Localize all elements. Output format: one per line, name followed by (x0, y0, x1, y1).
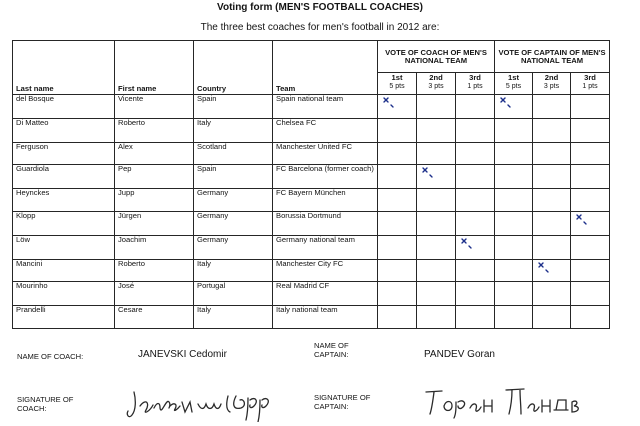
captain-vote-cell[interactable] (533, 95, 571, 119)
country-cell: Portugal (194, 282, 273, 306)
captain-vote-cell[interactable] (533, 142, 571, 165)
coach-vote-cell[interactable] (417, 306, 456, 329)
rank-label: 3rd (584, 73, 596, 82)
captain-vote-cell[interactable] (495, 211, 533, 235)
first-name-cell: Joachim (115, 235, 194, 259)
country-header: Country (194, 41, 273, 95)
table-row (13, 142, 610, 165)
coach-vote-cell[interactable] (378, 306, 417, 329)
coach-vote-cell[interactable] (456, 118, 495, 142)
country-cell: Spain (194, 95, 273, 119)
captain-vote-cell[interactable] (495, 235, 533, 259)
team-cell: FC Barcelona (former coach) (273, 165, 378, 189)
team-header: Team (273, 41, 378, 95)
captain-rank-3rd-header (571, 73, 610, 95)
coach-vote-cell[interactable] (456, 306, 495, 329)
last-name-cell: Ferguson (13, 142, 115, 165)
coach-name: JANEVSKI Cedomir (138, 349, 227, 360)
first-name-cell: Jupp (115, 189, 194, 212)
first-name-header: First name (115, 41, 194, 95)
coach-signature (124, 384, 306, 422)
captain-vote-cell[interactable] (495, 189, 533, 212)
table-row (13, 165, 610, 189)
last-name-cell: Klopp (13, 211, 115, 235)
country-cell: Italy (194, 259, 273, 282)
last-name-cell: Guardiola (13, 165, 115, 189)
coach-vote-cell[interactable] (378, 118, 417, 142)
rank-points: 5 pts (389, 82, 405, 90)
rank-points: 3 pts (428, 82, 444, 90)
coach-vote-cell[interactable] (417, 189, 456, 212)
coach-vote-cell[interactable] (456, 259, 495, 282)
last-name-header: Last name (13, 41, 115, 95)
vote-mark-icon (460, 237, 474, 251)
captain-vote-cell[interactable] (533, 189, 571, 212)
coach-vote-cell[interactable] (417, 95, 456, 119)
table-row (13, 235, 610, 259)
vote-mark-icon (575, 213, 589, 227)
last-name-cell: Prandelli (13, 306, 115, 329)
coach-vote-cell[interactable] (417, 235, 456, 259)
coach-vote-cell[interactable] (417, 259, 456, 282)
coach-vote-cell[interactable] (456, 165, 495, 189)
coach-vote-cell[interactable] (417, 282, 456, 306)
coach-vote-cell[interactable] (456, 282, 495, 306)
last-name-cell: del Bosque (13, 95, 115, 119)
captain-vote-cell[interactable] (571, 95, 610, 119)
coach-signature-label: SIGNATURE OF COACH: (17, 395, 74, 413)
captain-vote-cell[interactable] (533, 211, 571, 235)
coach-vote-cell[interactable] (456, 95, 495, 119)
vote-mark-icon (537, 261, 551, 275)
coach-vote-cell[interactable] (378, 211, 417, 235)
captain-name-label: NAME OF CAPTAIN: (314, 341, 349, 359)
coach-vote-cell[interactable] (378, 142, 417, 165)
country-cell: Germany (194, 189, 273, 212)
captain-vote-cell[interactable] (495, 118, 533, 142)
captain-vote-cell[interactable] (571, 282, 610, 306)
team-cell: Spain national team (273, 95, 378, 119)
coach-vote-cell[interactable] (378, 165, 417, 189)
coach-rank-1st-header (378, 73, 417, 95)
first-name-cell: Vicente (115, 95, 194, 119)
captain-vote-cell[interactable] (533, 282, 571, 306)
first-name-cell: Roberto (115, 259, 194, 282)
rank-label: 3rd (469, 73, 481, 82)
vote-mark-icon (382, 96, 396, 110)
captain-vote-cell[interactable] (495, 165, 533, 189)
captain-rank-2nd-header (533, 73, 571, 95)
coach-rank-2nd-header (417, 73, 456, 95)
first-name-cell: Roberto (115, 118, 194, 142)
rank-label: 2nd (429, 73, 443, 82)
captain-vote-cell[interactable] (495, 142, 533, 165)
coach-vote-cell[interactable] (456, 235, 495, 259)
first-name-cell: José (115, 282, 194, 306)
captain-vote-cell[interactable] (495, 282, 533, 306)
coach-name-label: NAME OF COACH: (17, 352, 84, 361)
captain-vote-cell[interactable] (571, 259, 610, 282)
coach-vote-cell[interactable] (378, 95, 417, 119)
coach-vote-header: VOTE OF COACH OF MEN'S NATIONAL TEAM (378, 41, 495, 73)
coach-vote-cell[interactable] (456, 189, 495, 212)
rank-points: 5 pts (505, 82, 522, 90)
captain-vote-cell[interactable] (495, 259, 533, 282)
first-name-cell: Alex (115, 142, 194, 165)
country-cell: Italy (194, 306, 273, 329)
captain-vote-cell[interactable] (571, 142, 610, 165)
team-cell: Chelsea FC (273, 118, 378, 142)
captain-vote-cell[interactable] (571, 165, 610, 189)
captain-vote-cell[interactable] (571, 189, 610, 212)
coach-vote-cell[interactable] (378, 259, 417, 282)
country-cell: Germany (194, 211, 273, 235)
last-name-cell: Di Matteo (13, 118, 115, 142)
table-row (13, 282, 610, 306)
last-name-cell: Löw (13, 235, 115, 259)
captain-vote-cell[interactable] (533, 306, 571, 329)
rank-label: 1st (508, 73, 519, 82)
country-cell: Italy (194, 118, 273, 142)
coach-vote-cell[interactable] (417, 165, 456, 189)
table-row (13, 259, 610, 282)
table-row (13, 306, 610, 329)
captain-name: PANDEV Goran (424, 349, 495, 360)
captain-vote-cell[interactable] (495, 306, 533, 329)
first-name-cell: Pep (115, 165, 194, 189)
captain-vote-cell[interactable] (533, 259, 571, 282)
captain-signature (420, 384, 580, 420)
coach-vote-cell[interactable] (378, 235, 417, 259)
coach-vote-cell[interactable] (378, 282, 417, 306)
vote-mark-icon (421, 166, 435, 180)
coach-vote-cell[interactable] (417, 118, 456, 142)
captain-vote-cell[interactable] (571, 306, 610, 329)
vote-mark-icon (499, 96, 513, 110)
last-name-cell: Heynckes (13, 189, 115, 212)
captain-vote-cell[interactable] (533, 165, 571, 189)
first-name-cell: Jürgen (115, 211, 194, 235)
first-name-cell: Cesare (115, 306, 194, 329)
captain-vote-cell[interactable] (533, 118, 571, 142)
coach-vote-cell[interactable] (417, 142, 456, 165)
table-row (13, 211, 610, 235)
last-name-cell: Mourinho (13, 282, 115, 306)
rank-points: 1 pts (467, 82, 483, 90)
country-cell: Scotland (194, 142, 273, 165)
captain-vote-cell[interactable] (571, 211, 610, 235)
form-subtitle: The three best coaches for men's football in 2012 are: (200, 22, 440, 33)
coach-vote-cell[interactable] (417, 211, 456, 235)
rank-points: 1 pts (582, 82, 598, 90)
captain-signature-label: SIGNATURE OF CAPTAIN: (314, 393, 371, 411)
country-cell: Spain (194, 165, 273, 189)
coach-vote-cell[interactable] (456, 211, 495, 235)
coach-rank-3rd-header (456, 73, 495, 95)
voting-table (12, 40, 610, 329)
team-cell: Real Madrid CF (273, 282, 378, 306)
captain-vote-cell[interactable] (571, 118, 610, 142)
team-cell: Germany national team (273, 235, 378, 259)
team-cell: Manchester United FC (273, 142, 378, 165)
coach-vote-cell[interactable] (378, 189, 417, 212)
country-cell: Germany (194, 235, 273, 259)
rank-label: 2nd (544, 73, 559, 82)
captain-vote-header: VOTE OF CAPTAIN OF MEN'S NATIONAL TEAM (495, 41, 610, 73)
team-cell: Borussia Dortmund (273, 211, 378, 235)
captain-vote-cell[interactable] (533, 235, 571, 259)
team-cell: Italy national team (273, 306, 378, 329)
team-cell: FC Bayern München (273, 189, 378, 212)
form-title: Voting form (MEN'S FOOTBALL COACHES) (217, 2, 423, 13)
table-row (13, 95, 610, 119)
rank-points: 3 pts (543, 82, 560, 90)
table-row (13, 118, 610, 142)
table-row (13, 189, 610, 212)
captain-vote-cell[interactable] (571, 235, 610, 259)
captain-vote-cell[interactable] (495, 95, 533, 119)
rank-label: 1st (391, 73, 403, 82)
team-cell: Manchester City FC (273, 259, 378, 282)
captain-rank-1st-header (495, 73, 533, 95)
last-name-cell: Mancini (13, 259, 115, 282)
coach-vote-cell[interactable] (456, 142, 495, 165)
